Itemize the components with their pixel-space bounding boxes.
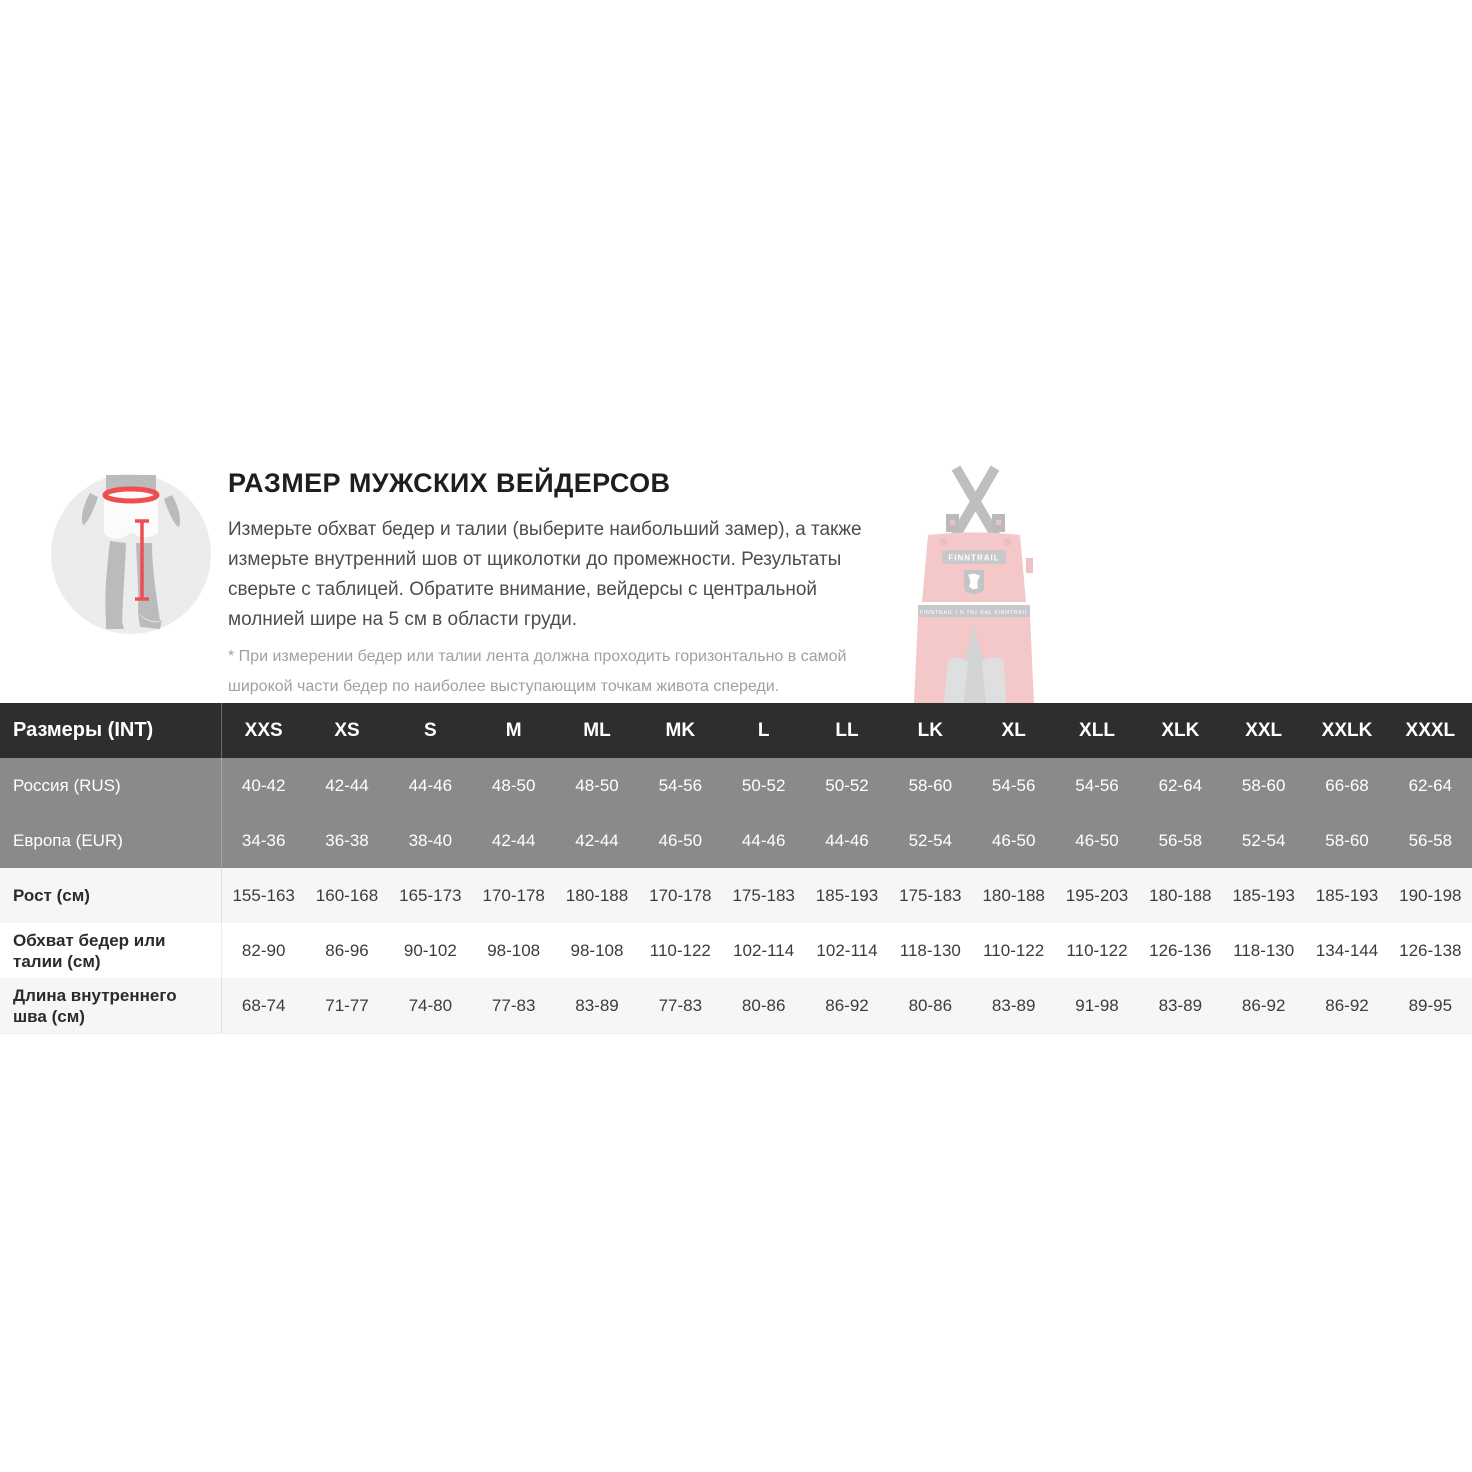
table-cell: 134-144 [1305,923,1388,978]
table-cell: 155-163 [222,868,305,923]
waders-product-image [898,462,1054,703]
row-label: Рост (см) [0,868,222,923]
row-label: Европа (EUR) [0,813,222,868]
table-cell: 195-203 [1055,868,1138,923]
size-column-header: LK [889,703,972,758]
table-cell: 38-40 [389,813,472,868]
size-guide-intro [0,0,1472,703]
table-cell: 118-130 [889,923,972,978]
table-cell: 44-46 [389,758,472,813]
table-cell: 190-198 [1389,868,1472,923]
table-cell: 62-64 [1139,758,1222,813]
row-label: Обхват бедер или талии (см) [0,923,222,978]
table-cell: 165-173 [389,868,472,923]
size-table [0,703,1472,1034]
size-column-header: XXL [1222,703,1305,758]
table-cell: 34-36 [222,813,305,868]
brand-label: FINNTRAIL [948,553,1000,563]
table-cell: 52-54 [889,813,972,868]
table-cell: 180-188 [972,868,1055,923]
size-column-header: XS [305,703,388,758]
table-cell: 86-92 [1305,978,1388,1033]
table-cell: 102-114 [722,923,805,978]
table-cell: 40-42 [222,758,305,813]
table-cell: 44-46 [722,813,805,868]
table-cell: 58-60 [889,758,972,813]
table-cell: 42-44 [305,758,388,813]
size-column-header: L [722,703,805,758]
table-cell: 68-74 [222,978,305,1033]
table-cell: 126-138 [1389,923,1472,978]
table-cell: 126-136 [1139,923,1222,978]
table-cell: 77-83 [472,978,555,1033]
table-cell: 48-50 [472,758,555,813]
table-cell: 118-130 [1222,923,1305,978]
size-column-header: XXXL [1389,703,1472,758]
table-cell: 77-83 [639,978,722,1033]
size-guide-description: Измерьте обхват бедер и талии (выберите наибольший замер), а также измерьте внутренний шов от щиколотки до промежности. Результаты сверьте с таблицей. Обратите внимание, вейдерсы с центральной молнией шире на 5 см в области груди. [228,519,862,630]
size-column-header: XXS [222,703,305,758]
size-column-header: XL [972,703,1055,758]
waist-band-text: FINNTRAIL I N TRc KAL FINNTRAIL [919,610,1029,616]
table-cell: 83-89 [1139,978,1222,1033]
size-column-header: LL [805,703,888,758]
table-cell: 90-102 [389,923,472,978]
suspender-straps [953,468,998,540]
table-cell: 185-193 [1305,868,1388,923]
table-cell: 102-114 [805,923,888,978]
table-cell: 110-122 [639,923,722,978]
table-cell: 54-56 [639,758,722,813]
table-cell: 52-54 [1222,813,1305,868]
table-cell: 54-56 [1055,758,1138,813]
size-column-header: XLL [1055,703,1138,758]
table-cell: 74-80 [389,978,472,1033]
table-cell: 46-50 [972,813,1055,868]
table-cell: 66-68 [1305,758,1388,813]
table-cell: 44-46 [805,813,888,868]
table-cell: 110-122 [1055,923,1138,978]
table-cell: 86-92 [805,978,888,1033]
table-cell: 160-168 [305,868,388,923]
table-cell: 98-108 [472,923,555,978]
table-cell: 50-52 [805,758,888,813]
table-cell: 110-122 [972,923,1055,978]
size-column-header: XXLK [1305,703,1388,758]
table-cell: 80-86 [722,978,805,1033]
size-column-header: M [472,703,555,758]
table-cell: 54-56 [972,758,1055,813]
table-cell: 86-92 [1222,978,1305,1033]
table-cell: 89-95 [1389,978,1472,1033]
table-cell: 62-64 [1389,758,1472,813]
table-cell: 42-44 [472,813,555,868]
table-cell: 175-183 [722,868,805,923]
right-knee-patch [982,657,1006,703]
suspender-buckles [946,514,1005,532]
table-cell: 170-178 [639,868,722,923]
table-cell: 83-89 [972,978,1055,1033]
page-title: РАЗМЕР МУЖСКИХ ВЕЙДЕРСОВ [228,468,671,498]
table-cell: 80-86 [889,978,972,1033]
table-cell: 56-58 [1139,813,1222,868]
size-guide-footnote: * При измерении бедер или талии лента должна проходить горизонтально в самой широкой части бедер по наиболее выступающим точкам живота спереди. [228,648,847,695]
size-column-header: XLK [1139,703,1222,758]
table-cell: 86-96 [305,923,388,978]
table-cell: 180-188 [555,868,638,923]
side-tab [1026,558,1033,573]
table-cell: 56-58 [1389,813,1472,868]
size-column-header: ML [555,703,638,758]
table-cell: 170-178 [472,868,555,923]
table-cell: 185-193 [1222,868,1305,923]
table-cell: 91-98 [1055,978,1138,1033]
measurement-illustration [50,473,212,635]
table-cell: 48-50 [555,758,638,813]
table-cell: 175-183 [889,868,972,923]
table-cell: 58-60 [1305,813,1388,868]
table-cell: 58-60 [1222,758,1305,813]
row-label: Россия (RUS) [0,758,222,813]
table-cell: 46-50 [1055,813,1138,868]
row-label: Длина внутреннего шва (см) [0,978,222,1033]
table-cell: 180-188 [1139,868,1222,923]
size-column-header: MK [639,703,722,758]
table-cell: 83-89 [555,978,638,1033]
table-cell: 98-108 [555,923,638,978]
table-cell: 42-44 [555,813,638,868]
table-cell: 185-193 [805,868,888,923]
table-cell: 82-90 [222,923,305,978]
table-cell: 36-38 [305,813,388,868]
table-cell: 50-52 [722,758,805,813]
size-column-header: S [389,703,472,758]
table-corner-header: Размеры (INT) [0,703,222,758]
table-cell: 46-50 [639,813,722,868]
table-cell: 71-77 [305,978,388,1033]
